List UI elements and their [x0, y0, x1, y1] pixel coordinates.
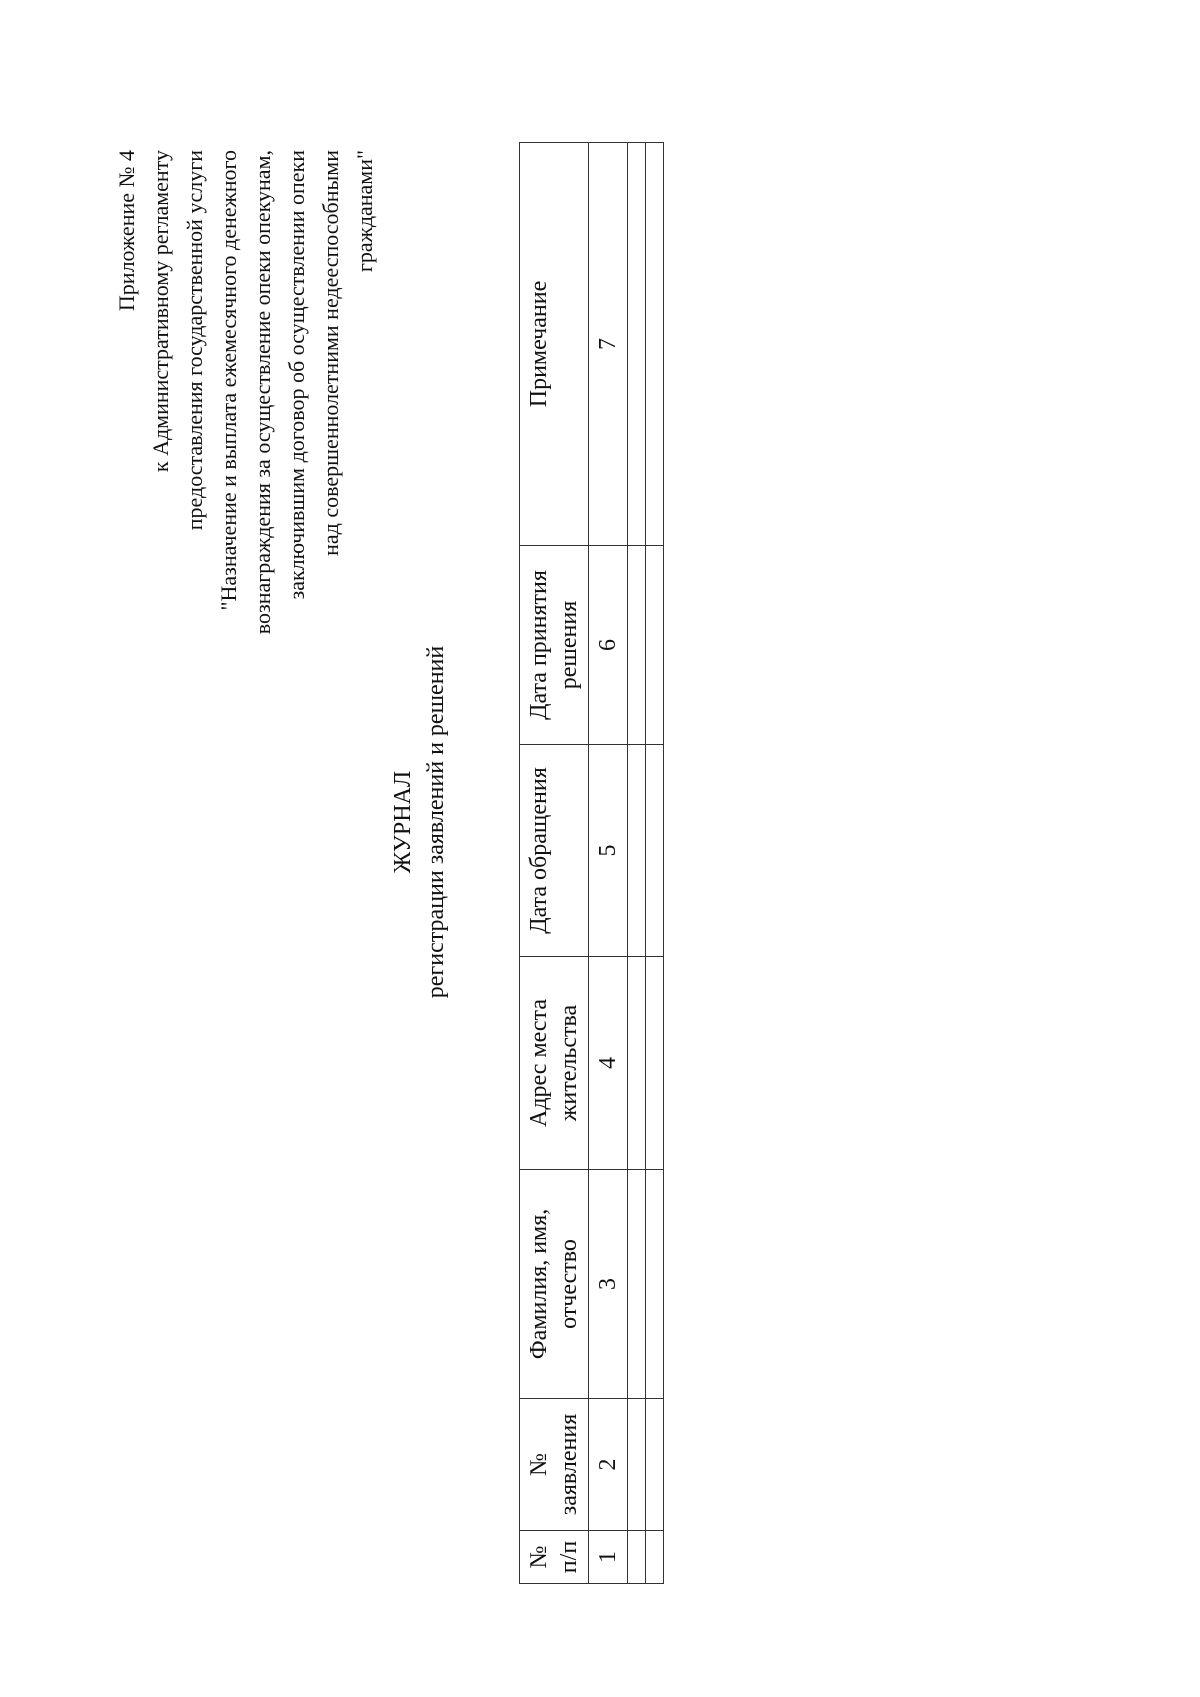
journal-subtitle: регистрации заявлений и решений: [423, 645, 449, 999]
empty-cell: [628, 1531, 646, 1584]
empty-cell: [628, 546, 646, 745]
empty-cell: [646, 546, 664, 745]
header-cell-application-number: № заявления: [520, 1399, 589, 1531]
empty-cell: [646, 1531, 664, 1584]
empty-cell: [646, 1170, 664, 1399]
number-cell: 1: [589, 1531, 628, 1584]
empty-cell: [646, 1399, 664, 1531]
header-cell-full-name: Фамилия, имя, отчество: [520, 1170, 589, 1399]
number-cell: 6: [589, 546, 628, 745]
empty-cell: [646, 745, 664, 957]
appendix-line: "Назначение и выплата ежемесячного денежного: [216, 150, 241, 611]
number-cell: 2: [589, 1399, 628, 1531]
journal-heading: [387, 227, 453, 1417]
table-header-row: [520, 143, 589, 1584]
journal-title: ЖУРНАЛ: [390, 770, 416, 874]
empty-cell: [628, 957, 646, 1170]
header-cell-address: Адрес места жительства: [520, 957, 589, 1170]
empty-cell: [628, 1170, 646, 1399]
header-cell-row-number: № п/п: [520, 1531, 589, 1584]
appendix-line: вознаграждения за осуществление опеки опекунам,: [250, 150, 275, 635]
appendix-line: предоставления государственной услуги: [182, 150, 207, 531]
number-cell: 7: [589, 143, 628, 546]
appendix-line: заключившим договор об осуществлении опеки: [284, 150, 309, 600]
header-cell-note: Примечание: [520, 143, 589, 546]
empty-cell: [628, 143, 646, 546]
appendix-block: [110, 150, 382, 870]
appendix-line: гражданами": [352, 150, 377, 273]
registration-table: [519, 142, 664, 1584]
empty-cell: [628, 1399, 646, 1531]
empty-cell: [646, 143, 664, 546]
appendix-line: Приложение № 4: [114, 150, 139, 312]
header-cell-request-date: Дата обращения: [520, 745, 589, 957]
number-cell: 5: [589, 745, 628, 957]
empty-cell: [646, 957, 664, 1170]
appendix-line: к Административному регламенту: [148, 150, 173, 473]
table-row: [628, 143, 646, 1584]
empty-cell: [628, 745, 646, 957]
table-row: [646, 143, 664, 1584]
number-cell: 3: [589, 1170, 628, 1399]
number-cell: 4: [589, 957, 628, 1170]
appendix-line: над совершеннолетними недееспособными: [318, 150, 343, 556]
header-cell-decision-date: Дата принятия решения: [520, 546, 589, 745]
table-row-column-numbers: [589, 143, 628, 1584]
